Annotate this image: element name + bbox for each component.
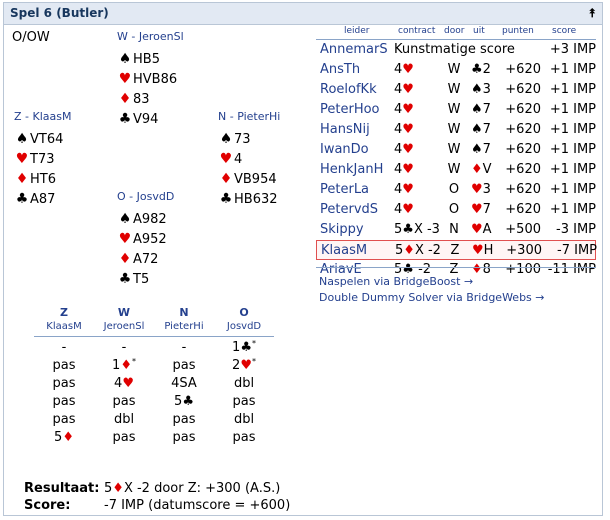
header-uit: uit [473, 26, 485, 36]
contract-level: 4 [394, 62, 403, 77]
suit-cards: A87 [30, 192, 56, 207]
score-value: +1 IMP [549, 162, 596, 177]
contract-cell [394, 140, 452, 160]
hand-player-name: O - JosvdD [117, 190, 175, 203]
player-link[interactable]: IwanDo [320, 142, 369, 157]
contract-suit-icon: ♥ [402, 62, 414, 77]
declarer-cell: N [449, 222, 459, 237]
suit-cards: 73 [234, 132, 251, 147]
suit-holding [117, 229, 174, 249]
result-summary [24, 480, 290, 514]
lead-card: 3 [482, 182, 491, 197]
lead-cell [471, 120, 499, 140]
club-icon: ♣ [118, 271, 132, 287]
bidding-separator [34, 336, 274, 337]
lead-card: 3 [482, 82, 491, 97]
results-row [316, 180, 596, 200]
contract-level: 4 [394, 182, 403, 197]
player-link[interactable]: KlaasM [321, 243, 368, 258]
results-row [316, 100, 596, 120]
kunst-text: Kunstmatige score [394, 42, 515, 57]
lead-suit-icon: ♥ [471, 222, 483, 237]
points-cell: +620 [505, 162, 541, 177]
bid-cell: 1♣* [232, 339, 256, 355]
spade-icon: ♠ [15, 131, 29, 147]
lead-suit-icon: ♠ [471, 102, 483, 117]
score-label: Score: [24, 498, 71, 513]
lead-card: V [482, 162, 492, 177]
diamond-icon: ♦ [15, 171, 29, 187]
suit-holding [14, 129, 71, 149]
player-link[interactable]: PeterHoo [320, 102, 380, 117]
chevron-double-up-icon[interactable]: ⯭ [588, 6, 596, 20]
suit-holding [117, 209, 174, 229]
suit-cards: HT6 [30, 172, 56, 187]
bid-cell: 5♣ [174, 394, 194, 409]
header-contract: contract [398, 26, 436, 36]
contract-level: 4 [394, 122, 403, 137]
suit-cards: HB632 [234, 192, 278, 207]
lead-card: A [482, 222, 492, 237]
contract-cell [394, 100, 452, 120]
points-cell: +500 [505, 222, 541, 237]
score-value: +3 IMP [549, 42, 596, 57]
contract-suit-icon: ♣ [402, 222, 414, 237]
hand-player-name: Z - KlaasM [14, 110, 72, 123]
points-cell: +620 [505, 62, 541, 77]
lead-suit-icon: ♥ [472, 243, 484, 258]
declarer-cell: O [448, 202, 460, 217]
results-header [316, 24, 596, 40]
results-row [316, 200, 596, 220]
score-value: +1 IMP [549, 182, 596, 197]
suit-holding [218, 129, 280, 149]
lead-suit-icon: ♠ [471, 122, 483, 137]
contract-cell [394, 160, 452, 180]
hand-south [14, 110, 71, 209]
naspelen-link[interactable]: Naspelen via BridgeBoost → [319, 275, 474, 288]
score-line [24, 497, 290, 514]
bid-cell: pas [112, 394, 136, 409]
bid-cell: dbl [233, 376, 255, 391]
club-icon: ♣ [219, 191, 233, 207]
contract-level: 5 [394, 222, 403, 237]
bid-cell: pas [112, 430, 136, 445]
lead-suit-icon: ♦ [471, 162, 483, 177]
bid-cell: pas [172, 430, 196, 445]
suit-holding [117, 89, 184, 109]
player-link[interactable]: AnnemarS [320, 42, 388, 57]
declarer-cell: Z [449, 262, 459, 277]
suit-cards: T73 [30, 152, 55, 167]
lead-card: 7 [482, 202, 491, 217]
results-row [316, 220, 596, 240]
seat-direction: W [117, 306, 131, 319]
contract-suit-icon: ♥ [402, 182, 414, 197]
suit-holding [218, 149, 280, 169]
score-value: +1 IMP [549, 142, 596, 157]
contract-cell [394, 120, 452, 140]
suit-cards: VT64 [30, 132, 64, 147]
suit-holding [117, 109, 184, 129]
contract-suit-icon: ♥ [402, 142, 414, 157]
bidding-column-header [214, 306, 274, 334]
bid-cell: 4♥ [114, 376, 134, 391]
contract-extra: -2 [413, 262, 432, 277]
hand-east [117, 190, 174, 289]
contract-level: 4 [394, 102, 403, 117]
results-row [316, 120, 596, 140]
contract-extra: X -3 [413, 222, 440, 237]
results-row [316, 80, 596, 100]
points-cell: +300 [506, 243, 542, 258]
result-text: X -2 door Z: +300 (A.S.) [123, 481, 281, 496]
suit-holding [117, 69, 184, 89]
lead-cell [471, 80, 499, 100]
lead-cell [471, 220, 499, 240]
diamond-icon: ♦ [112, 481, 124, 496]
result-label: Resultaat: [24, 481, 100, 496]
lead-suit-icon: ♥ [471, 182, 483, 197]
diamond-icon: ♦ [219, 171, 233, 187]
points-cell: +620 [505, 182, 541, 197]
seat-player: PieterHi [164, 321, 204, 332]
contract-level: 4 [394, 82, 403, 97]
lead-suit-icon: ♠ [471, 82, 483, 97]
suit-cards: T5 [133, 272, 150, 287]
header-leider: leider [344, 26, 370, 36]
panel-title: Spel 6 (Butler) [10, 6, 109, 20]
bid-cell: 2♥* [232, 357, 256, 373]
player-link[interactable]: AriavE [320, 262, 362, 277]
score-value: -3 IMP [556, 222, 596, 237]
vulnerability-label: O/OW [12, 30, 50, 45]
results-bottom-rule [316, 267, 596, 268]
player-link[interactable]: PetervdS [320, 202, 379, 217]
contract-cell [394, 60, 452, 80]
bid-cell: pas [52, 394, 76, 409]
lead-cell [471, 140, 499, 160]
lead-card: H [483, 243, 494, 258]
score-value: +1 IMP [549, 102, 596, 117]
bid-cell: 4SA [171, 376, 197, 391]
seat-player: JeroenSl [103, 321, 145, 332]
bid-cell: - [61, 340, 67, 355]
suit-cards: 83 [133, 92, 150, 107]
contract-suit-icon: ♥ [402, 102, 414, 117]
result-level: 5 [104, 481, 113, 496]
declarer-cell: W [447, 162, 461, 177]
seat-direction: N [179, 306, 189, 319]
suit-holding [14, 189, 71, 209]
spade-icon: ♠ [219, 131, 233, 147]
player-link[interactable]: HansNij [320, 122, 370, 137]
header-score: score [552, 26, 577, 36]
heart-icon: ♥ [15, 151, 29, 167]
header-door: door [444, 26, 465, 36]
bid-cell: - [181, 340, 187, 355]
player-link[interactable]: RoelofKk [320, 82, 377, 97]
hand-player-name: N - PieterHi [218, 110, 281, 123]
contract-cell [394, 200, 452, 220]
score-value: +1 IMP [549, 122, 596, 137]
header-punten: punten [502, 26, 534, 36]
suit-cards: A72 [133, 252, 159, 267]
player-link[interactable]: AnsTh [320, 62, 361, 77]
diamond-icon: ♦ [118, 251, 132, 267]
suit-holding [117, 249, 174, 269]
score-value: +1 IMP [549, 82, 596, 97]
seat-player: KlaasM [46, 321, 82, 332]
diamond-icon: ♦ [118, 91, 132, 107]
suit-holding [14, 169, 71, 189]
contract-suit-icon: ♦ [403, 243, 415, 258]
contract-level: 4 [394, 202, 403, 217]
external-links [319, 274, 545, 306]
lead-card: 7 [482, 122, 491, 137]
dds-link[interactable]: Double Dummy Solver via BridgeWebs → [319, 291, 545, 304]
lead-card: 2 [482, 62, 491, 77]
contract-level: 4 [394, 162, 403, 177]
hand-west [117, 30, 184, 129]
declarer-cell: W [447, 122, 461, 137]
bidding-column-header [94, 306, 154, 334]
bidding-column-header [34, 306, 94, 334]
lead-cell [471, 60, 499, 80]
bid-cell: pas [52, 358, 76, 373]
result-line [24, 480, 290, 497]
bid-cell: - [121, 340, 127, 355]
declarer-cell: O [448, 182, 460, 197]
suit-holding [218, 169, 280, 189]
suit-cards: VB954 [234, 172, 277, 187]
results-table [316, 24, 596, 280]
lead-cell [471, 180, 499, 200]
points-cell: +620 [505, 122, 541, 137]
points-cell: +100 [505, 262, 541, 277]
club-icon: ♣ [118, 111, 132, 127]
panel-header [4, 3, 602, 25]
contract-suit-icon: ♣ [402, 262, 414, 277]
suit-holding [117, 49, 184, 69]
contract-suit-icon: ♥ [402, 82, 414, 97]
declarer-cell: W [447, 82, 461, 97]
lead-suit-icon: ♥ [471, 202, 483, 217]
bid-cell: 5♦ [54, 430, 74, 445]
bid-cell: pas [232, 394, 256, 409]
lead-cell [471, 200, 499, 220]
lead-cell [472, 241, 500, 261]
heart-icon: ♥ [118, 71, 132, 87]
suit-holding [218, 189, 280, 209]
seat-player: JosvdD [226, 321, 262, 332]
results-row-kunst [316, 40, 596, 60]
results-row [316, 160, 596, 180]
club-icon: ♣ [15, 191, 29, 207]
suit-cards: HVB86 [133, 72, 178, 87]
declarer-cell: W [447, 62, 461, 77]
points-cell: +620 [505, 142, 541, 157]
score-value: -11 IMP [547, 262, 596, 277]
lead-card: 7 [482, 102, 491, 117]
bid-cell: pas [232, 430, 256, 445]
contract-extra: X -2 [414, 243, 441, 258]
points-cell: +620 [505, 202, 541, 217]
score-value: +1 IMP [549, 202, 596, 217]
suit-cards: A982 [133, 212, 167, 227]
results-rows [316, 60, 596, 280]
declarer-cell: W [447, 102, 461, 117]
score-value: +1 IMP [549, 62, 596, 77]
declarer-cell: W [447, 142, 461, 157]
suit-holding [14, 149, 71, 169]
lead-card: 7 [482, 142, 491, 157]
lead-suit-icon: ♣ [471, 62, 483, 77]
contract-level: 5 [395, 243, 404, 258]
bid-cell: dbl [113, 412, 135, 427]
score-text: -7 IMP (datumscore = +600) [104, 498, 291, 513]
spade-icon: ♠ [118, 51, 132, 67]
lead-suit-icon: ♦ [471, 262, 483, 277]
points-cell: +620 [505, 102, 541, 117]
lead-cell [471, 100, 499, 120]
spade-icon: ♠ [118, 211, 132, 227]
bid-cell: pas [172, 412, 196, 427]
bid-cell: 1♦* [112, 357, 136, 373]
bidding-column-header [154, 306, 214, 334]
bid-cell: dbl [233, 412, 255, 427]
suit-holding [117, 269, 174, 289]
results-row [316, 140, 596, 160]
hand-player-name: W - JeroenSl [117, 30, 184, 43]
heart-icon: ♥ [219, 151, 233, 167]
results-row [316, 240, 596, 260]
seat-direction: O [239, 306, 249, 319]
points-cell: +620 [505, 82, 541, 97]
seat-direction: Z [60, 306, 68, 319]
contract-cell [394, 220, 452, 240]
player-link[interactable]: HenkJanH [320, 162, 384, 177]
player-link[interactable]: PeterLa [320, 182, 370, 197]
suit-cards: HB5 [133, 52, 160, 67]
lead-suit-icon: ♠ [471, 142, 483, 157]
suit-cards: 4 [234, 152, 243, 167]
bid-cell: pas [52, 412, 76, 427]
contract-level: 5 [394, 262, 403, 277]
player-link[interactable]: Skippy [320, 222, 364, 237]
contract-suit-icon: ♥ [402, 122, 414, 137]
contract-cell [394, 180, 452, 200]
results-row [316, 60, 596, 80]
heart-icon: ♥ [118, 231, 132, 247]
bid-cell: pas [52, 376, 76, 391]
contract-level: 4 [394, 142, 403, 157]
contract-suit-icon: ♥ [402, 202, 414, 217]
hand-north [218, 110, 280, 209]
contract-cell [395, 241, 453, 261]
score-value: -7 IMP [557, 243, 597, 258]
suit-cards: A952 [133, 232, 167, 247]
contract-cell [394, 80, 452, 100]
contract-suit-icon: ♥ [402, 162, 414, 177]
bid-cell: pas [172, 358, 196, 373]
lead-card: 8 [482, 262, 491, 277]
lead-cell [471, 160, 499, 180]
suit-cards: V94 [133, 112, 159, 127]
declarer-cell: Z [450, 243, 460, 258]
